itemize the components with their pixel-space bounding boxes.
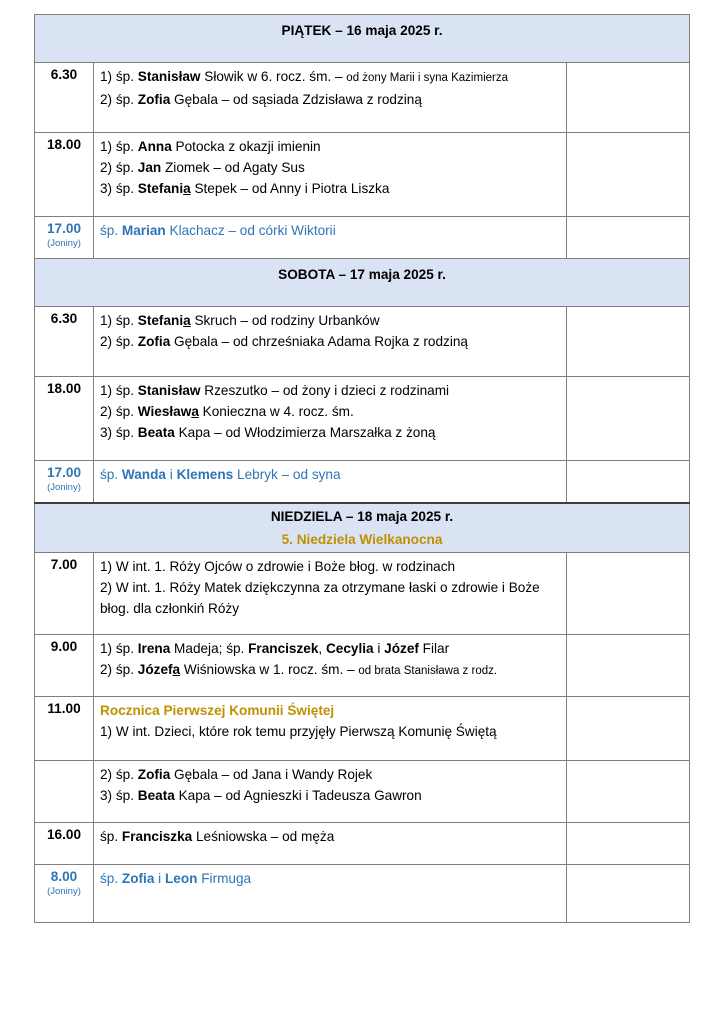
mass-time-cell (35, 217, 94, 259)
intention-text: Gębala – od chrześniaka Adama Rojka z rodziną (170, 334, 468, 349)
intention-text: Gębala – od sąsiada Zdzisława z rodziną (170, 92, 422, 107)
intention-cell (94, 697, 567, 761)
blank-cell (567, 635, 690, 697)
blank-cell (567, 461, 690, 503)
mass-time-cell (35, 865, 94, 923)
intention-text: 3) śp. (100, 425, 138, 440)
blank-cell (567, 697, 690, 761)
mass-time-cell (35, 133, 94, 217)
intention-text: i (154, 871, 165, 886)
intention-text: śp. (100, 829, 122, 844)
intention-line (100, 556, 560, 577)
intention-text: 1) W int. Dzieci, które rok temu przyjęły Pierwszą Komunię Świętą (100, 724, 497, 739)
schedule-body (35, 15, 690, 923)
intention-line (100, 220, 560, 241)
intention-text: a (172, 662, 181, 677)
day-title: SOBOTA – 17 maja 2025 r. (278, 267, 446, 282)
intention-cell (94, 63, 567, 133)
intention-text: 1) śp. (100, 313, 138, 328)
intention-text: Anna (137, 139, 172, 154)
day-header (35, 15, 690, 63)
mass-time-cell (35, 553, 94, 635)
blank-cell (567, 217, 690, 259)
intention-text: Wanda (121, 467, 166, 482)
intention-text: , (318, 641, 326, 656)
mass-time-cell (35, 307, 94, 377)
day-header-row (35, 503, 690, 553)
mass-time: 17.00 (46, 465, 82, 480)
intention-text: Józef (137, 662, 173, 677)
mass-row (35, 307, 690, 377)
intention-text: 1) śp. (100, 383, 138, 398)
intention-text: Leśniowska – od męża (192, 829, 335, 844)
intention-text: Słowik w 6. rocz. śm. – (200, 69, 347, 84)
intention-line (100, 331, 560, 352)
mass-time-cell (35, 697, 94, 761)
intention-line (100, 136, 560, 157)
location-note: (Joniny) (47, 886, 81, 897)
intention-text: Wiśniowska w 1. rocz. śm. – (180, 662, 359, 677)
intention-text: 2) W int. 1. Róży Matek dziękczynna za otrzymane łaski o zdrowie i Boże błog. dla członkiń Róży (100, 580, 540, 616)
mass-row (35, 553, 690, 635)
intention-line (100, 700, 560, 721)
mass-schedule-table (34, 14, 690, 923)
intention-text: 2) śp. (100, 404, 138, 419)
intention-text: Klemens (176, 467, 234, 482)
mass-row (35, 217, 690, 259)
blank-cell (567, 553, 690, 635)
intention-cell (94, 461, 567, 503)
mass-time: 6.30 (50, 67, 78, 82)
intention-line (100, 178, 560, 199)
intention-text: Lebryk – od syna (233, 467, 341, 482)
intention-line (100, 764, 560, 785)
location-note: (Joniny) (47, 482, 81, 493)
intention-text: 2) śp. (100, 767, 138, 782)
intention-line (100, 310, 560, 331)
mass-time-cell (35, 461, 94, 503)
intention-text: Madeja; śp. (170, 641, 249, 656)
mass-time-cell (35, 823, 94, 865)
mass-row (35, 823, 690, 865)
intention-line (100, 66, 560, 89)
mass-row (35, 461, 690, 503)
mass-time-cell (35, 761, 94, 823)
mass-time-cell (35, 377, 94, 461)
intention-line (100, 785, 560, 806)
location-note: (Joniny) (47, 238, 81, 249)
intention-cell (94, 823, 567, 865)
intention-text: Potocka z okazji imienin (171, 139, 321, 154)
intention-text: a (191, 404, 199, 419)
mass-row (35, 865, 690, 923)
intention-text: Firmuga (197, 871, 252, 886)
mass-row (35, 761, 690, 823)
intention-text: Stanisław (137, 69, 201, 84)
mass-row (35, 635, 690, 697)
blank-cell (567, 761, 690, 823)
mass-time: 18.00 (46, 381, 82, 396)
intention-line (100, 422, 560, 443)
intention-text: Stepek – od Anny i Piotra Liszka (190, 181, 390, 196)
intention-text: Marian (121, 223, 166, 238)
day-header-row (35, 259, 690, 307)
intention-line (100, 659, 560, 682)
intention-line (100, 868, 560, 889)
intention-text: 2) śp. (100, 662, 138, 677)
day-header (35, 259, 690, 307)
mass-time: 8.00 (50, 869, 78, 884)
mass-row (35, 133, 690, 217)
intention-cell (94, 377, 567, 461)
intention-cell (94, 761, 567, 823)
intention-text: Rzeszutko – od żony i dzieci z rodzinami (200, 383, 450, 398)
intention-text: Beata (137, 788, 175, 803)
mass-row (35, 377, 690, 461)
blank-cell (567, 377, 690, 461)
intention-text: Ziomek – od Agaty Sus (161, 160, 305, 175)
intention-line (100, 721, 560, 742)
mass-time: 16.00 (46, 827, 82, 842)
mass-time: 6.30 (50, 311, 78, 326)
intention-text: od brata Stanisława z rodz. (358, 665, 498, 677)
intention-text: Klachacz – od córki Wiktorii (165, 223, 336, 238)
intention-text: 1) śp. (100, 69, 138, 84)
intention-text: Konieczna w 4. rocz. śm. (198, 404, 354, 419)
mass-time: 17.00 (46, 221, 82, 236)
intention-text: śp. (100, 871, 122, 886)
intention-text: Kapa – od Włodzimierza Marszałka z żoną (174, 425, 436, 440)
day-title: PIĄTEK – 16 maja 2025 r. (281, 23, 443, 38)
intention-text: Franciszek (248, 641, 319, 656)
intention-line (100, 157, 560, 178)
intention-text: Rocznica Pierwszej Komunii Świętej (100, 703, 335, 718)
intention-text: Zofia (121, 871, 155, 886)
intention-text: 3) śp. (100, 181, 138, 196)
intention-text: 1) śp. (100, 641, 138, 656)
intention-line (100, 638, 560, 659)
intention-cell (94, 553, 567, 635)
intention-text: Józef (384, 641, 419, 656)
intention-text: i (373, 641, 385, 656)
intention-text: Kapa – od Agnieszki i Tadeusza Gawron (174, 788, 422, 803)
intention-text: Wiesław (137, 404, 192, 419)
day-header (35, 503, 690, 553)
mass-time-cell (35, 635, 94, 697)
intention-text: a (183, 181, 191, 196)
intention-cell (94, 133, 567, 217)
intention-text: 3) śp. (100, 788, 138, 803)
day-title: NIEDZIELA – 18 maja 2025 r. (270, 508, 454, 524)
intention-line (100, 464, 560, 485)
intention-text: Beata (137, 425, 175, 440)
intention-text: Gębala – od Jana i Wandy Rojek (170, 767, 373, 782)
intention-text: Leon (164, 871, 198, 886)
intention-line (100, 826, 560, 847)
intention-text: Jan (137, 160, 162, 175)
intention-text: Cecylia (325, 641, 374, 656)
blank-cell (567, 823, 690, 865)
intention-text: śp. (100, 223, 122, 238)
blank-cell (567, 133, 690, 217)
intention-text: Zofia (137, 92, 171, 107)
intention-line (100, 89, 560, 110)
intention-text: od żony Marii i syna Kazimierza (346, 72, 508, 84)
intention-text: Filar (418, 641, 450, 656)
mass-time: 11.00 (47, 701, 81, 716)
intention-text: 1) W int. 1. Róży Ojców o zdrowie i Boże błog. w rodzinach (100, 559, 456, 574)
intention-text: 2) śp. (100, 160, 138, 175)
mass-row (35, 63, 690, 133)
intention-text: Franciszka (121, 829, 193, 844)
blank-cell (567, 865, 690, 923)
day-subtitle: 5. Niedziela Wielkanocna (281, 531, 443, 547)
mass-row (35, 697, 690, 761)
intention-text: 2) śp. (100, 92, 138, 107)
intention-cell (94, 217, 567, 259)
intention-text: Stefani (137, 181, 184, 196)
mass-time: 9.00 (50, 639, 78, 654)
intention-text: Stanisław (137, 383, 201, 398)
intention-cell (94, 307, 567, 377)
intention-line (100, 380, 560, 401)
intention-cell (94, 635, 567, 697)
mass-time-cell (35, 63, 94, 133)
intention-text: 1) śp. (100, 139, 138, 154)
intention-cell (94, 865, 567, 923)
intention-text: Stefani (137, 313, 184, 328)
intention-text: Zofia (137, 767, 171, 782)
blank-cell (567, 307, 690, 377)
intention-text: Irena (137, 641, 171, 656)
mass-time: 7.00 (50, 557, 78, 572)
intention-text: i (165, 467, 177, 482)
day-header-row (35, 15, 690, 63)
intention-text: 2) śp. (100, 334, 138, 349)
intention-line (100, 577, 560, 619)
blank-cell (567, 63, 690, 133)
intention-text: śp. (100, 467, 122, 482)
intention-text: Zofia (137, 334, 171, 349)
intention-text: Skruch – od rodziny Urbanków (190, 313, 380, 328)
intention-text: a (183, 313, 191, 328)
intention-line (100, 401, 560, 422)
mass-time: 18.00 (46, 137, 82, 152)
